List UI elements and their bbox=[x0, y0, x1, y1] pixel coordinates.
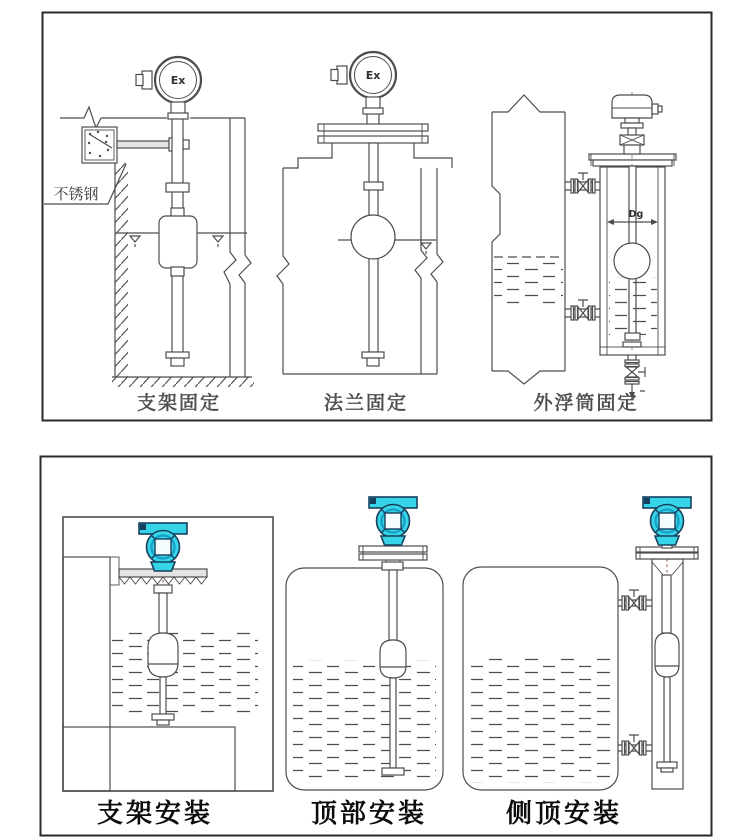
ball-float bbox=[351, 215, 395, 259]
ex-marking: Ex bbox=[170, 74, 186, 87]
sensor-rod bbox=[389, 570, 397, 640]
ground-hatching bbox=[112, 377, 254, 387]
tank-liquid bbox=[470, 655, 611, 783]
sensor-rod bbox=[662, 575, 671, 633]
ex-marking: Ex bbox=[365, 69, 381, 82]
bracket-install-label: 支架安装 bbox=[96, 799, 214, 829]
bracket-fixing-label: 支架固定 bbox=[136, 392, 222, 414]
float bbox=[655, 633, 679, 677]
side-top-install-label: 侧顶安装 bbox=[505, 799, 623, 829]
float bbox=[148, 633, 178, 677]
float bbox=[159, 216, 197, 268]
flange bbox=[359, 546, 427, 552]
chamber-liquid bbox=[609, 277, 657, 335]
mounting-plate bbox=[82, 127, 117, 163]
tank-liquid bbox=[494, 262, 563, 306]
ball-float bbox=[614, 243, 650, 279]
tank-liquid bbox=[293, 660, 436, 782]
dg-dimension-label: Dg bbox=[628, 209, 644, 220]
external-chamber-fixing-label: 外浮筒固定 bbox=[533, 392, 639, 414]
bracket-arm bbox=[117, 141, 172, 148]
top-install-label: 顶部安装 bbox=[310, 799, 428, 829]
float bbox=[380, 640, 406, 678]
stainless-steel-callout: 不锈钢 bbox=[53, 185, 99, 203]
wall-hatching bbox=[115, 163, 128, 377]
flange-plate bbox=[318, 124, 428, 131]
flange-fixing-label: 法兰固定 bbox=[323, 392, 409, 414]
tank-liquid bbox=[112, 630, 258, 716]
chamber-flange bbox=[589, 154, 676, 160]
sensor-rod bbox=[159, 593, 167, 633]
